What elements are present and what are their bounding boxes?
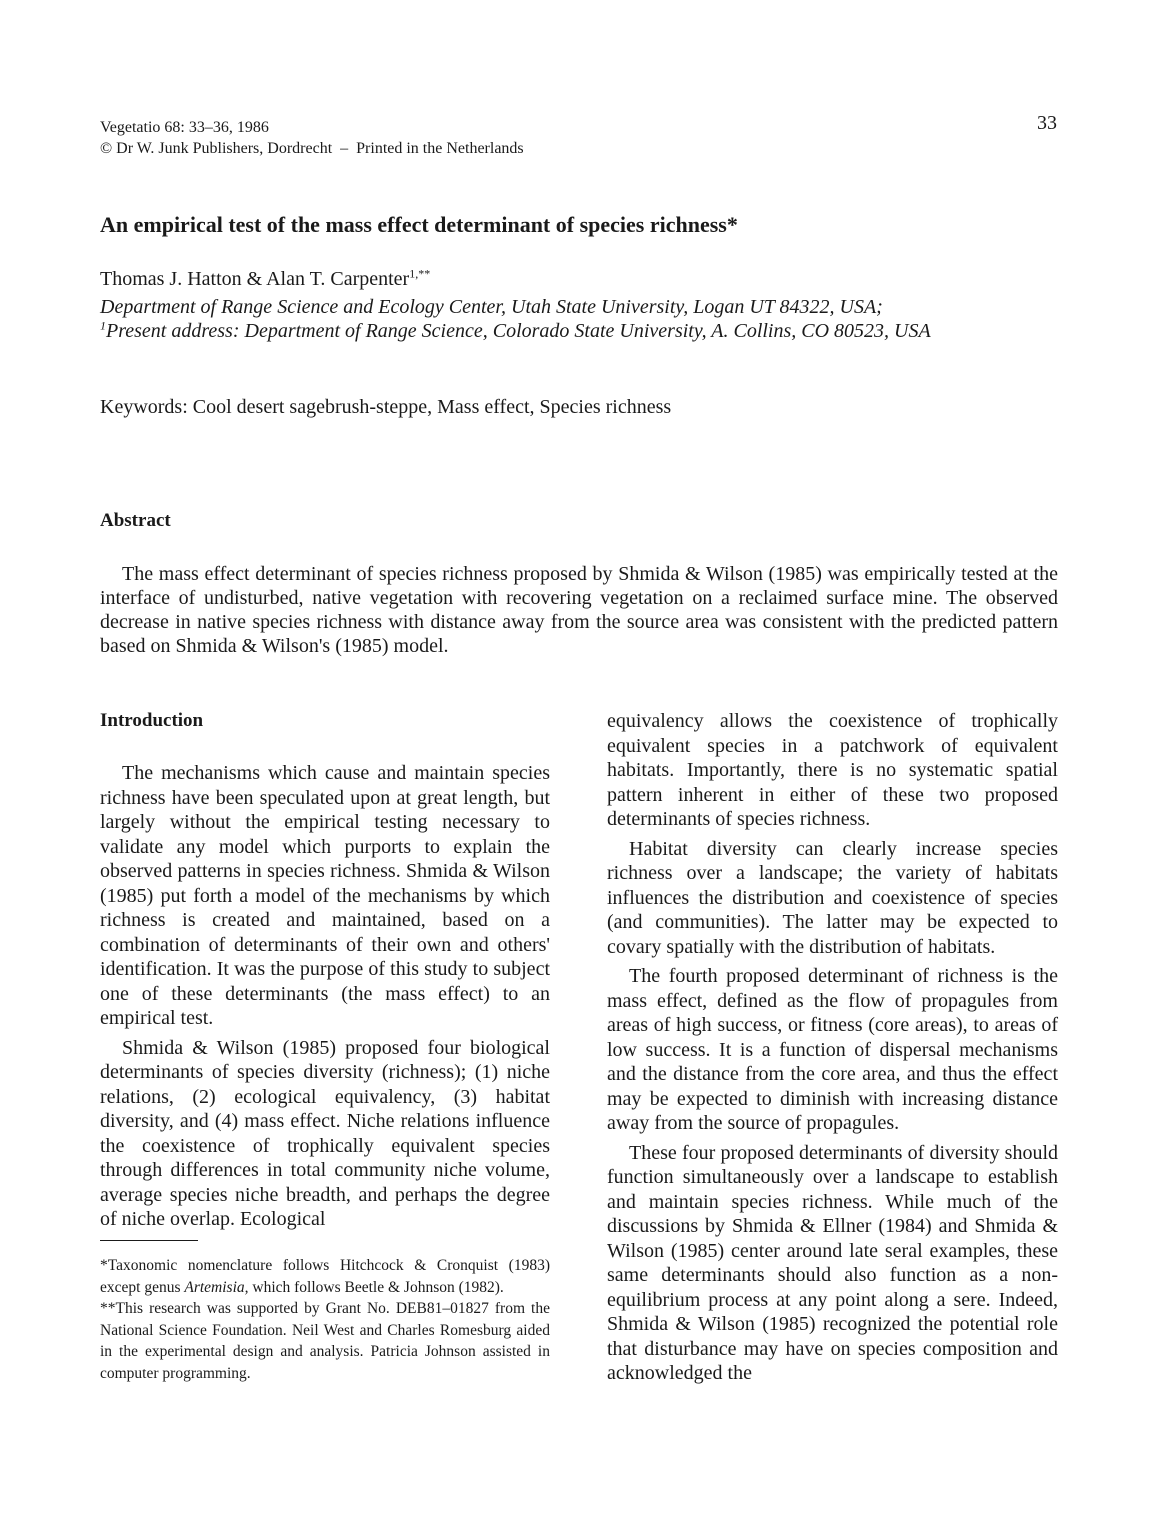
article-title: An empirical test of the mass effect determinant of species richness* bbox=[100, 212, 738, 237]
author-names: Thomas J. Hatton & Alan T. Carpenter bbox=[100, 268, 410, 290]
intro-paragraph-3: Habitat diversity can clearly increase species richness over a landscape; the variety of habitats influences the distribution and coexistence of species (and communities). The latter may be expected to covary spatially with the distribution of habitats. bbox=[607, 837, 1058, 958]
page-number: 33 bbox=[1037, 112, 1057, 134]
keywords: Keywords: Cool desert sagebrush-steppe, Mass effect, Species richness bbox=[100, 396, 672, 418]
author-superscript: 1,** bbox=[409, 266, 431, 281]
right-column bbox=[607, 709, 1058, 1386]
left-column bbox=[100, 761, 550, 1232]
footnotes bbox=[100, 1255, 550, 1384]
footnote-taxonomy-end: which follows Beetle & Johnson (1982). bbox=[248, 1278, 504, 1296]
intro-paragraph-1: The mechanisms which cause and maintain species richness have been speculated upon at great length, but largely without the empirical testing necessary to validate any model which purports to explain the observed patterns in species richness. Shmida & Wilson (1985) put forth a model of the mechanisms by which richness is created and maintained, based on a combination of determinants of their own and others' identification. It was the purpose of this study to subject one of these determinants (the mass effect) to an empirical test. bbox=[100, 762, 550, 1029]
intro-paragraph-5: These four proposed determinants of diversity should function simultaneously over a landscape to establish and maintain species richness. While much of the discussions by Shmida & Ellner (1984) and Shmida & Wilson (1985) center around late seral examples, these same determinants should also function as a non-equilibrium process at any point along a sere. Indeed, Shmida & Wilson (1985) recognized the potential role that disturbance may have on species composition and acknowledged the bbox=[607, 1141, 1058, 1384]
abstract-body: The mass effect determinant of species richness proposed by Shmida & Wilson (1985) was empirically tested at the interface of undisturbed, native vegetation with recovering vegetation on a reclaimed surface mine. The observed decrease in native species richness with distance away from the source area was consistent with the predicted pattern based on Shmida & Wilson's (1985) model. bbox=[100, 563, 1058, 657]
affiliation-primary: Department of Range Science and Ecology Center, Utah State University, Logan UT 84322, USA; bbox=[100, 296, 883, 318]
intro-continuation: equivalency allows the coexistence of trophically equivalent species in a patchwork of equivalent habitats. Importantly, there is no systematic spatial pattern inherent in either of these two proposed determinants of species richness. bbox=[607, 710, 1058, 830]
author-line bbox=[100, 268, 430, 291]
abstract-heading: Abstract bbox=[100, 510, 171, 531]
footnote-genus: Artemisia, bbox=[184, 1278, 249, 1296]
intro-paragraph-4: The fourth proposed determinant of richness is the mass effect, defined as the flow of propagules from areas of high success, or fitness (core areas), to areas of low success. It is a function of dispersal mechanisms and the distance from the core area, and thus the effect may be expected to diminish with increasing distance away from the source of propagules. bbox=[607, 965, 1058, 1134]
affiliation-present-text: Present address: Department of Range Science, Colorado State University, A. Collins, CO 80523, USA bbox=[106, 320, 931, 342]
affiliation-present bbox=[100, 319, 931, 343]
footnote-funding: **This research was supported by Grant No. DEB81–01827 from the National Science Foundation. Neil West and Charles Romesburg aided in the experimental design and analysis. Patricia Johnson assisted in computer programming. bbox=[100, 1300, 550, 1382]
intro-paragraph-2: Shmida & Wilson (1985) proposed four biological determinants of species diversity (richness); (1) niche relations, (2) ecological equivalency, (3) habitat diversity, and (4) mass effect. Niche relations influence the coexistence of trophically equivalent species through differences in total community niche volume, average species niche breadth, and perhaps the degree of niche overlap. Ecological bbox=[100, 1036, 550, 1230]
introduction-heading: Introduction bbox=[100, 710, 204, 731]
footnote-separator bbox=[100, 1240, 198, 1241]
journal-citation: Vegetatio 68: 33–36, 1986 bbox=[100, 119, 269, 136]
publisher-line: © Dr W. Junk Publishers, Dordrecht – Printed in the Netherlands bbox=[100, 140, 524, 157]
footnote-taxonomy bbox=[100, 1255, 550, 1298]
footnote-taxonomy-text: *Taxonomic nomenclature follows Hitchcock & Cronquist (1983) except genus bbox=[100, 1257, 550, 1296]
affiliation-superscript: 1 bbox=[100, 318, 106, 333]
